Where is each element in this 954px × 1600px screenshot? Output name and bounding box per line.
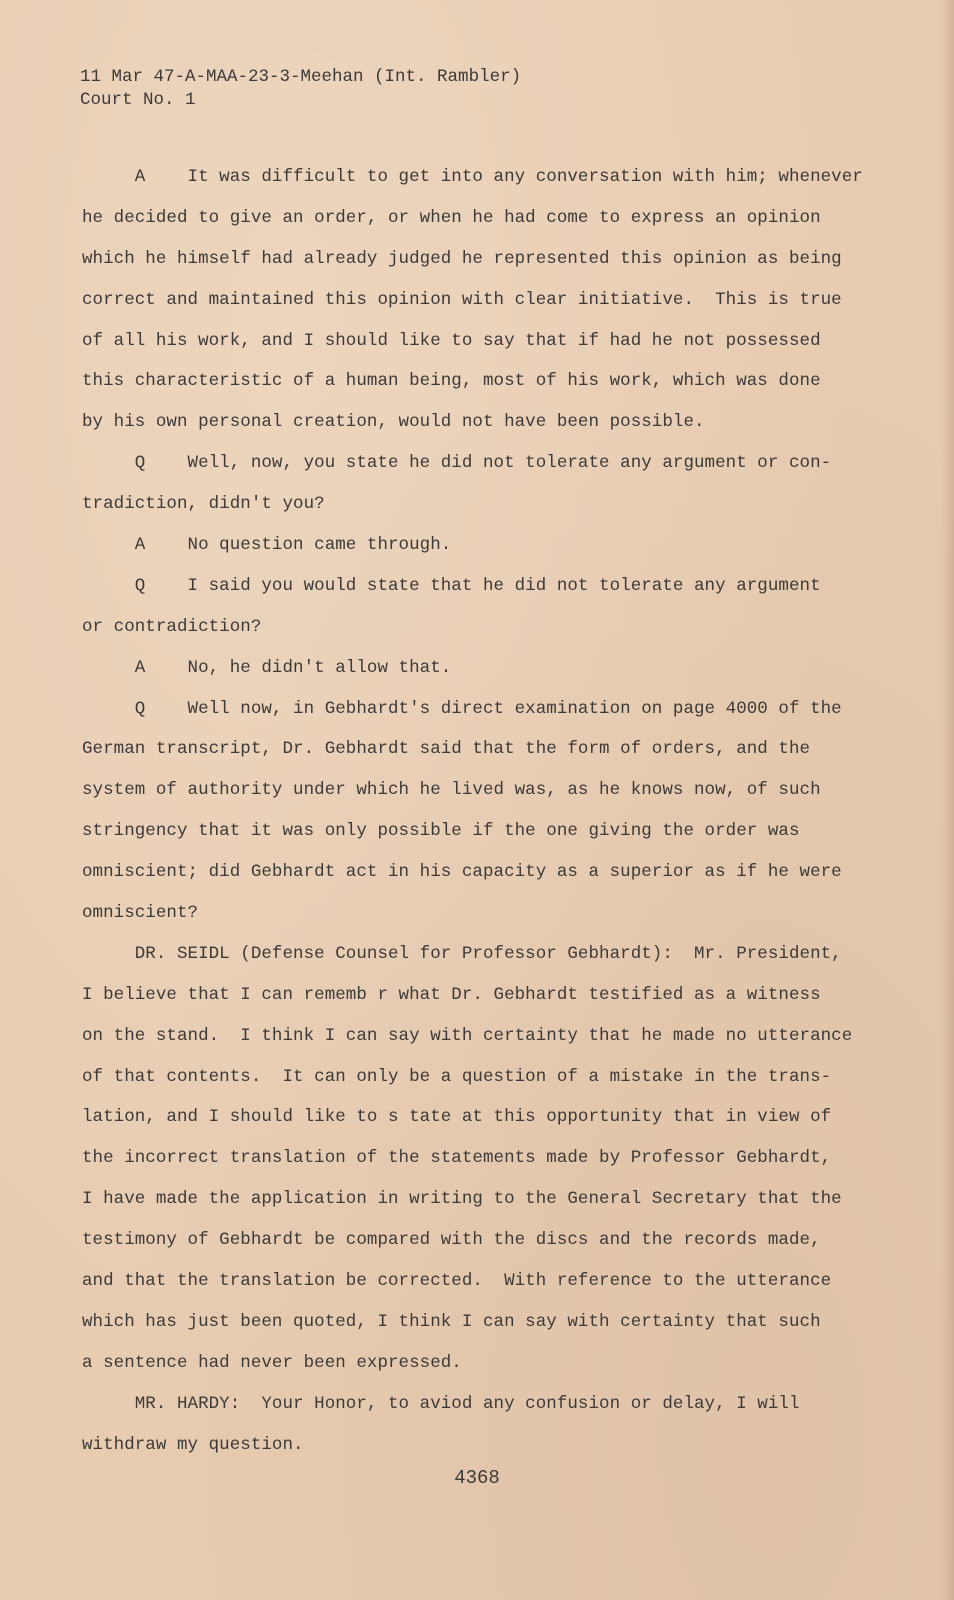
header-reference-line: 11 Mar 47-A-MAA-23-3-Meehan (Int. Rambler) xyxy=(80,67,522,87)
transcript-line: which he himself had already judged he represented this opinion as being xyxy=(82,248,842,269)
transcript-line: correct and maintained this opinion with clear initiative. This is true xyxy=(82,289,842,310)
transcript-line: by his own personal creation, would not have been possible. xyxy=(82,412,705,433)
transcript-line: and that the translation be corrected. With reference to the utterance xyxy=(82,1271,832,1292)
transcript-line: A No, he didn't allow that. xyxy=(82,657,452,678)
transcript-line: withdraw my question. xyxy=(82,1434,304,1455)
header-court-line: Court No. 1 xyxy=(80,90,196,110)
transcript-line: I have made the application in writing to the General Secretary that the xyxy=(82,1189,842,1210)
transcript-line: MR. HARDY: Your Honor, to aviod any confusion or delay, I will xyxy=(82,1393,800,1414)
transcript-line: the incorrect translation of the statements made by Professor Gebhardt, xyxy=(82,1148,832,1169)
transcript-line: of that contents. It can only be a question of a mistake in the trans- xyxy=(82,1066,832,1087)
paper-edge-shadow xyxy=(940,0,954,1600)
transcript-line: on the stand. I think I can say with certainty that he made no utterance xyxy=(82,1025,853,1046)
transcript-line: a sentence had never been expressed. xyxy=(82,1352,462,1373)
transcript-line: German transcript, Dr. Gebhardt said that the form of orders, and the xyxy=(82,739,811,760)
page-number: 4368 xyxy=(454,1467,500,1489)
transcript-line: Q Well now, in Gebhardt's direct examination on page 4000 of the xyxy=(82,698,842,719)
transcript-line: DR. SEIDL (Defense Counsel for Professor Gebhardt): Mr. President, xyxy=(82,943,842,964)
transcript-line: lation, and I should like to s tate at this opportunity that in view of xyxy=(82,1107,832,1128)
transcript-line: or contradiction? xyxy=(82,616,262,637)
transcript-line: testimony of Gebhardt be compared with the discs and the records made, xyxy=(82,1230,821,1251)
transcript-line: stringency that it was only possible if the one giving the order was xyxy=(82,821,800,842)
transcript-line: he decided to give an order, or when he had come to express an opinion xyxy=(82,207,821,228)
transcript-line: Q I said you would state that he did not tolerate any argument xyxy=(82,575,821,596)
transcript-line: omniscient; did Gebhardt act in his capacity as a superior as if he were xyxy=(82,862,842,883)
transcript-line: omniscient? xyxy=(82,903,199,924)
transcript-line: which has just been quoted, I think I can say with certainty that such xyxy=(82,1311,821,1332)
transcript-line: tradiction, didn't you? xyxy=(82,494,325,515)
document-header xyxy=(80,66,521,112)
transcript-line: of all his work, and I should like to say that if had he not possessed xyxy=(82,330,821,351)
transcript-line: system of authority under which he lived was, as he knows now, of such xyxy=(82,780,821,801)
transcript-line: A It was difficult to get into any conversation with him; whenever xyxy=(82,167,863,187)
transcript-line: I believe that I can rememb r what Dr. Gebhardt testified as a witness xyxy=(82,984,821,1005)
transcript-line: this characteristic of a human being, most of his work, which was done xyxy=(82,371,821,392)
transcript-line: A No question came through. xyxy=(82,535,452,556)
transcript-body xyxy=(82,165,863,1474)
transcript-line: Q Well, now, you state he did not tolerate any argument or con- xyxy=(82,453,832,474)
